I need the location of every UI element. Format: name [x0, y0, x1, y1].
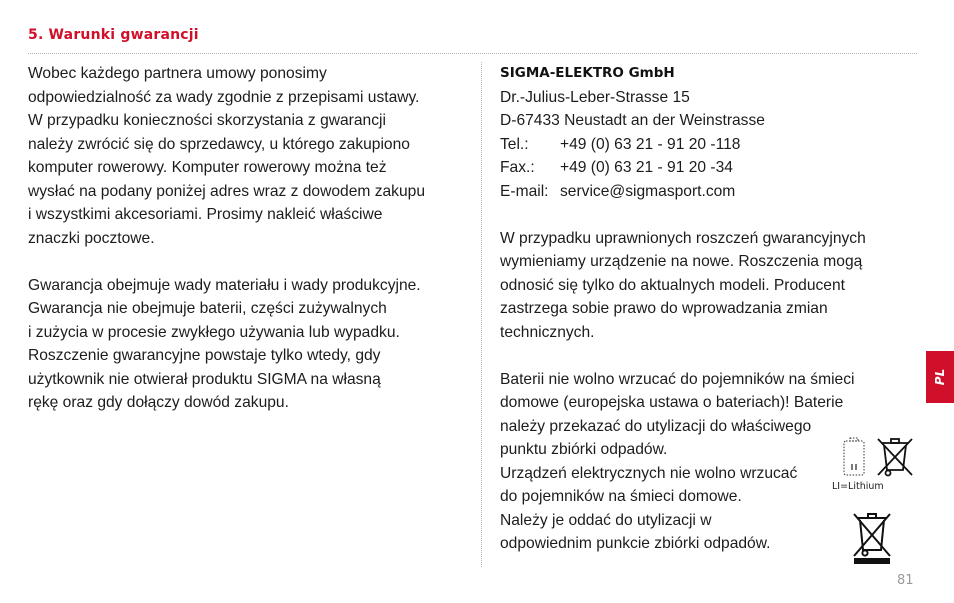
text-line: technicznych.	[500, 323, 595, 341]
contact-fax	[500, 156, 910, 180]
replacement-paragraph	[500, 227, 910, 345]
battery-icon	[836, 436, 872, 478]
text-line: i zużycia w procesie zwykłego używania lub wypadku.	[28, 323, 400, 341]
fax-label: Fax.:	[500, 159, 535, 176]
warranty-paragraph-1	[28, 62, 468, 250]
contact-tel	[500, 133, 910, 157]
text-line: Roszczenie gwarancyjne powstaje tylko wtedy, gdy	[28, 347, 381, 364]
company-street: Dr.-Julius-Leber-Strasse 15	[500, 88, 690, 106]
text-line: Urządzeń elektrycznych nie wolno wrzucać	[500, 464, 798, 482]
battery-type-label: LI=Lithium	[832, 481, 884, 492]
text-line: odnosić się tylko do aktualnych modeli. Producent	[500, 276, 845, 294]
text-line: domowe (europejska ustawa o bateriach)! Baterie	[500, 394, 844, 411]
text-line: Wobec każdego partnera umowy ponosimy	[28, 65, 327, 82]
text-line: Gwarancja obejmuje wady materiału i wady produkcyjne.	[28, 276, 421, 294]
tel-value: +49 (0) 63 21 - 91 20 -118	[560, 135, 741, 153]
email-label: E-mail:	[500, 182, 549, 200]
tel-label: Tel.:	[500, 135, 529, 153]
company-name: SIGMA-ELEKTRO GmbH	[500, 65, 675, 81]
company-city: D-67433 Neustadt an der Weinstrasse	[500, 112, 765, 129]
text-line: zastrzega sobie prawo do wprowadzania zmian	[500, 300, 828, 317]
text-line: należy zwrócić się do sprzedawcy, u którego zakupiono	[28, 135, 410, 153]
text-line: użytkownik nie otwierał produktu SIGMA na własną	[28, 370, 381, 388]
text-line: do pojemników na śmieci domowe.	[500, 488, 742, 505]
text-line: i wszystkimi akcesoriami. Prosimy nakleić właściwe	[28, 206, 383, 223]
language-tab	[926, 351, 954, 403]
text-line: wysłać na podany poniżej adres wraz z dowodem zakupu	[28, 182, 425, 200]
dotted-divider-horizontal	[28, 53, 917, 54]
fax-value: +49 (0) 63 21 - 91 20 -34	[560, 159, 733, 176]
crossed-out-wheelie-bin-icon	[874, 434, 916, 478]
text-line: należy przekazać do utylizacji do właściwego	[500, 417, 812, 435]
text-line: wymieniamy urządzenie na nowe. Roszczenia mogą	[500, 253, 863, 270]
text-line: W przypadku uprawnionych roszczeń gwarancyjnych	[500, 229, 866, 247]
bin-underline-bar	[854, 558, 890, 564]
text-line: znaczki pocztowe.	[28, 229, 155, 247]
dotted-divider-vertical	[481, 62, 482, 567]
text-line: odpowiednim punkcie zbiórki odpadów.	[500, 535, 771, 552]
text-line: Gwarancja nie obejmuje baterii, części zużywalnych	[28, 300, 387, 317]
text-line: rękę oraz gdy dołączy dowód zakupu.	[28, 394, 289, 411]
text-line: punktu zbiórki odpadów.	[500, 441, 668, 458]
text-line: komputer rowerowy. Komputer rowerowy można też	[28, 159, 387, 176]
section-title: 5. Warunki gwarancji	[28, 27, 199, 43]
left-column	[28, 62, 468, 415]
email-link[interactable]: service@sigmasport.com	[560, 182, 736, 200]
page-number: 81	[897, 573, 914, 588]
text-line: Baterii nie wolno wrzucać do pojemników na śmieci	[500, 370, 855, 388]
warranty-paragraph-2	[28, 274, 468, 415]
language-tab-label: PL	[932, 368, 947, 386]
text-line: W przypadku konieczności skorzystania z gwarancji	[28, 112, 386, 129]
text-line: Należy je oddać do utylizacji w	[500, 511, 712, 529]
contact-email	[500, 180, 910, 204]
crossed-out-wheelie-bin-icon	[850, 510, 894, 566]
text-line: odpowiedzialność za wady zgodnie z przepisami ustawy.	[28, 88, 420, 106]
